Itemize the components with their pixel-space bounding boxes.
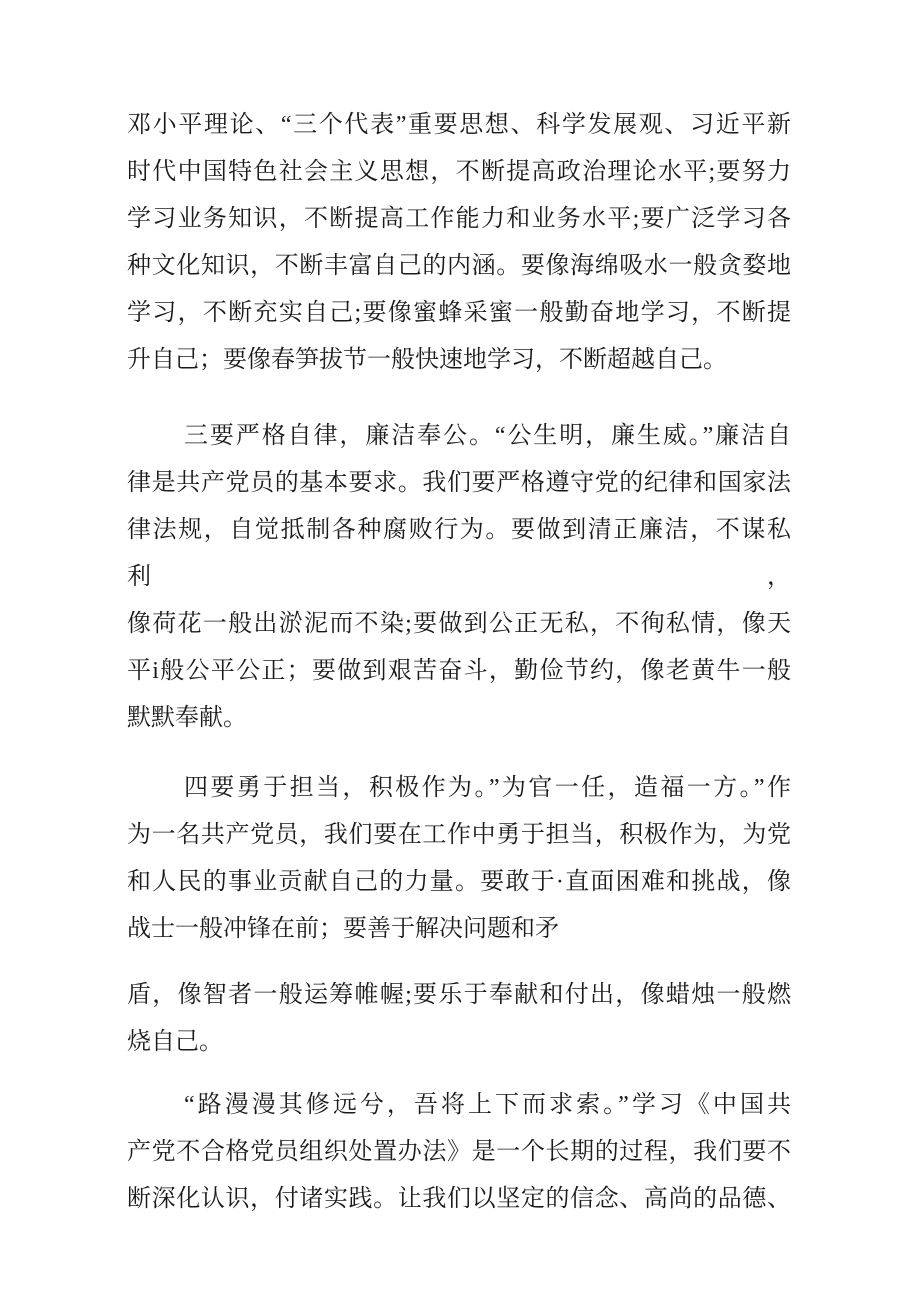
text-line: 时代中国特色社会主义思想，不断提高政治理论水平;要努力 [127,159,791,185]
text-line: 四要勇于担当，积极作为。”为官一任，造福一方。”作 [184,775,791,801]
text-line: 邓小平理论、“三个代表”重要思想、科学发展观、习近平新 [127,112,791,138]
text-line: “路漫漫其修远兮，吾将上下而求索。”学习《中国共 [184,1092,791,1118]
text-line: 三要严格自律，廉洁奉公。“公生明，廉生威。”廉洁自 [184,423,791,449]
text-line: 产党不合格党员组织处置办法》是一个长期的过程，我们要不 [127,1139,791,1165]
text-line: 默默奉献。 [127,705,247,731]
text-line: 战士一般冲锋在前；要善于解决问题和矛 [127,916,559,942]
paragraph-4 [127,972,791,1066]
paragraph-3 [127,765,791,953]
text-line: 断深化认识，付诸实践。让我们以坚定的信念、高尚的品德、 [127,1186,791,1212]
text-line: 种文化知识，不断丰富自己的内涵。要像海绵吸水一般贪婺地 [127,253,791,279]
paragraph-5 [127,1082,791,1223]
text-line: 像荷花一般出淤泥而不染;要做到公正无私，不徇私情，像天 [127,611,791,637]
text-line: 学习业务知识，不断提高工作能力和业务水平;要广泛学习各 [127,206,791,232]
text-line: 学习，不断充实自己;要像蜜蜂采蜜一般勤奋地学习，不断提 [127,300,791,326]
text-line: 平i般公平公正；要做到艰苦奋斗，勤俭节约，像老黄牛一般 [127,658,791,684]
text-line: 烧自己。 [127,1029,223,1055]
text-line: 和人民的事业贡献自己的力量。要敢于·直面困难和挑战，像 [127,869,791,895]
text-line: 为一名共产党员，我们要在工作中勇于担当，积极作为，为党 [127,822,791,848]
text-line: 律是共产党员的基本要求。我们要严格遵守党的纪律和国家法 [127,470,791,496]
text-line: 升自己；要像春笋拔节一般快速地学习，不断超越自己。 [127,347,727,373]
paragraph-2 [127,413,791,742]
text-line: 盾，像智者一般运筹帷幄;要乐于奉献和付出，像蜡烛一般燃 [127,982,791,1008]
document-body [127,102,791,1223]
text-line: 律法规，自觉抵制各种腐败行为。要做到清正廉洁，不谋私利， [127,517,791,590]
paragraph-1 [127,102,791,384]
